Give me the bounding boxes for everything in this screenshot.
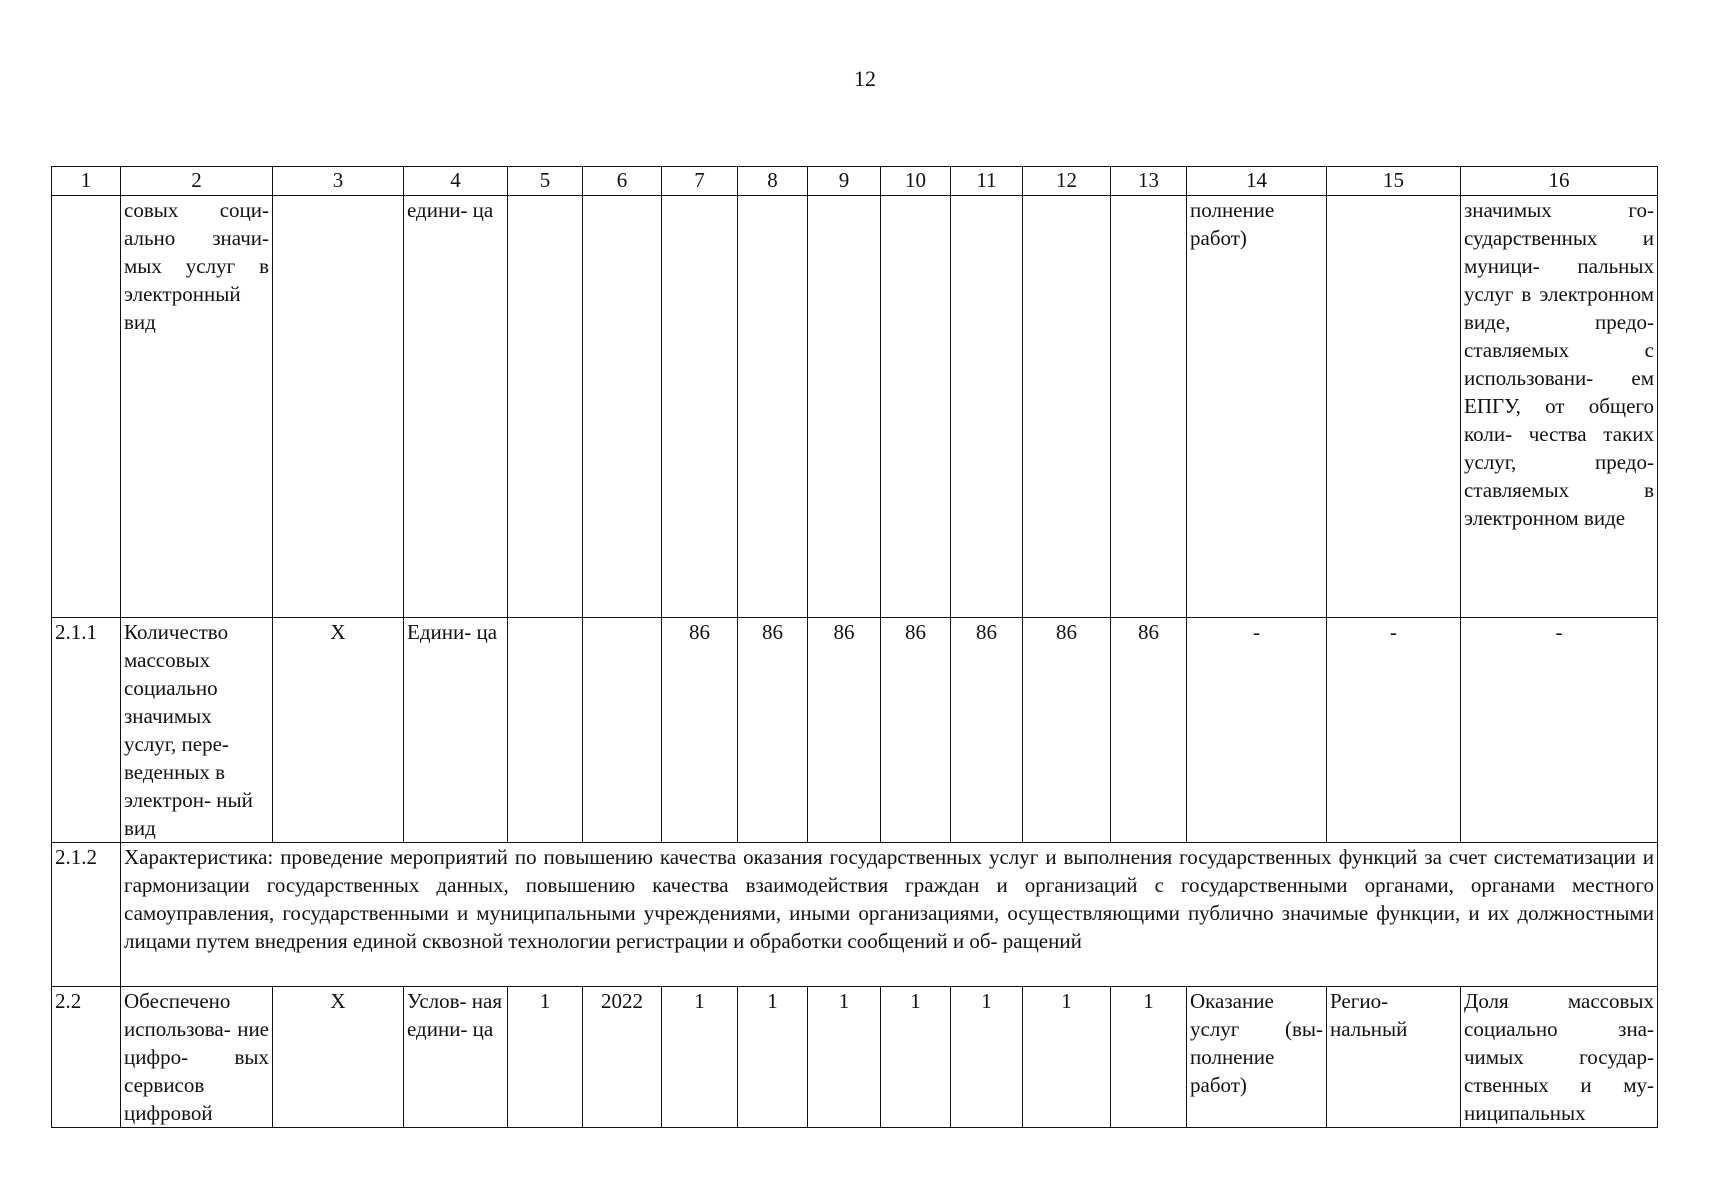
- header-cell: 4: [404, 167, 508, 196]
- cell-value: 1: [1111, 987, 1187, 1128]
- cell-characteristic: Характеристика: проведение мероприятий по повышению качества оказания государственных услуг и выполнения государственных функций за счет систематизации и гармонизации государственных данных, повышению качества взаимодействия граждан и организаций с государственными органами, органами местного самоуправления, государственными и муниципальными учреждениями, иными организациями, осуществляющими публично значимые функции, и их должностными лицами путем внедрения единой сквозной технологии регистрации и обработки сообщений и об- ращений: [121, 843, 1658, 987]
- cell-value: 1: [881, 987, 951, 1128]
- header-cell: 1: [52, 167, 121, 196]
- header-cell: 7: [662, 167, 738, 196]
- cell-activity-type: -: [1187, 618, 1327, 843]
- table-row-2-2: [52, 987, 1658, 1128]
- header-cell: 14: [1187, 167, 1327, 196]
- table-row-2-1-2: [52, 843, 1658, 987]
- cell-indicator-name: Количество массовых социально значимых услуг, пере- веденных в электрон- ный вид: [121, 618, 273, 843]
- page-number: 12: [854, 66, 876, 91]
- cell-base-value: [508, 618, 583, 843]
- cell-value: 86: [738, 618, 808, 843]
- indicators-table: [51, 166, 1658, 1128]
- cell-value: 1: [1023, 987, 1111, 1128]
- cell-value: 1: [738, 987, 808, 1128]
- cell-activity-type: Оказание услуг (вы- полнение работ): [1187, 987, 1327, 1128]
- header-cell: 16: [1461, 167, 1658, 196]
- header-cell: 8: [738, 167, 808, 196]
- cell-value: 86: [951, 618, 1023, 843]
- table-row-2-1-1: [52, 618, 1658, 843]
- cell-indicator-description: значимых го- сударственных и муници- пальных услуг в электронном виде, предо- ставляемых с использовани- ем ЕПГУ, от общего коли- чества таких услуг, предо- ставляемых в электронном виде: [1461, 196, 1658, 618]
- header-cell: 15: [1327, 167, 1461, 196]
- cell-row-number: 2.1.2: [52, 843, 121, 987]
- cell-row-number: 2.2: [52, 987, 121, 1128]
- cell-indicator-description: Доля массовых социально зна- чимых государ- ственных и му- ниципальных: [1461, 987, 1658, 1128]
- header-cell: 6: [583, 167, 662, 196]
- cell-indicator-name: Обеспечено использова- ние цифро- вых сервисов цифровой: [121, 987, 273, 1128]
- cell-activity-type: полнение работ): [1187, 196, 1327, 618]
- cell-value: 1: [662, 987, 738, 1128]
- cell-base-year: 2022: [583, 987, 662, 1128]
- cell-unit: Услов- ная едини- ца: [404, 987, 508, 1128]
- cell-col3: X: [273, 987, 404, 1128]
- cell-value: 86: [808, 618, 881, 843]
- header-cell: 5: [508, 167, 583, 196]
- cell-base-value: 1: [508, 987, 583, 1128]
- cell-base-year: [583, 618, 662, 843]
- cell-unit: Едини- ца: [404, 618, 508, 843]
- cell-col3: X: [273, 618, 404, 843]
- header-cell: 13: [1111, 167, 1187, 196]
- cell-value: 1: [808, 987, 881, 1128]
- cell-indicator-description: -: [1461, 618, 1658, 843]
- header-cell: 3: [273, 167, 404, 196]
- cell-level: Регио- нальный: [1327, 987, 1461, 1128]
- header-cell: 12: [1023, 167, 1111, 196]
- cell-indicator-name: совых соци- ально значи- мых услуг в электронный вид: [121, 196, 273, 618]
- table-header-row: [52, 167, 1658, 196]
- cell-value: 1: [951, 987, 1023, 1128]
- header-cell: 11: [951, 167, 1023, 196]
- cell-row-number: 2.1.1: [52, 618, 121, 843]
- cell-value: 86: [1111, 618, 1187, 843]
- cell-level: -: [1327, 618, 1461, 843]
- cell-value: 86: [662, 618, 738, 843]
- cell-value: 86: [881, 618, 951, 843]
- cell-unit: едини- ца: [404, 196, 508, 618]
- cell-value: 86: [1023, 618, 1111, 843]
- header-cell: 2: [121, 167, 273, 196]
- header-cell: 10: [881, 167, 951, 196]
- table-row-continuation: [52, 196, 1658, 618]
- header-cell: 9: [808, 167, 881, 196]
